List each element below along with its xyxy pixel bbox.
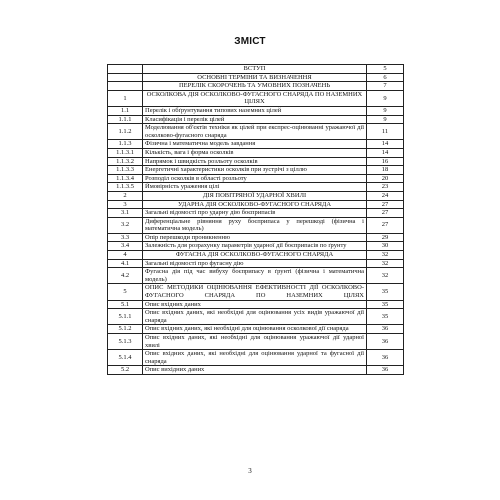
toc-section-number: 1.1.1 bbox=[108, 115, 143, 124]
toc-row bbox=[108, 233, 404, 242]
toc-section-number: 4.1 bbox=[108, 259, 143, 268]
toc-row bbox=[108, 124, 404, 140]
toc-row bbox=[108, 217, 404, 233]
toc-section-number: 1.1.3 bbox=[108, 140, 143, 149]
toc-section-title: Загальні відомості про фугасну дію bbox=[143, 259, 367, 268]
toc-row bbox=[108, 251, 404, 260]
toc-row bbox=[108, 242, 404, 251]
toc-section-title: Фугасна дія під час вибуху боєприпасу в ґрунті (фізична і математична модель) bbox=[143, 268, 367, 284]
toc-page-number: 9 bbox=[367, 115, 404, 124]
toc-row bbox=[108, 334, 404, 350]
toc-page-number: 36 bbox=[367, 334, 404, 350]
toc-row bbox=[108, 148, 404, 157]
page-number: 3 bbox=[248, 467, 252, 475]
table-of-contents bbox=[107, 64, 404, 375]
toc-page-number: 29 bbox=[367, 233, 404, 242]
toc-section-number: 5.1.4 bbox=[108, 350, 143, 366]
toc-page-number: 23 bbox=[367, 183, 404, 192]
toc-section-title: Опис вхідних даних, які необхідні для оцінювання уражаючої дії ударної хвилі bbox=[143, 334, 367, 350]
toc-page-number: 30 bbox=[367, 242, 404, 251]
toc-page-number: 27 bbox=[367, 200, 404, 209]
toc-page-number: 36 bbox=[367, 350, 404, 366]
toc-row bbox=[108, 350, 404, 366]
toc-row bbox=[108, 90, 404, 106]
toc-page-number: 36 bbox=[367, 366, 404, 375]
toc-section-number bbox=[108, 82, 143, 91]
toc-section-title: Розподіл осколків в області розльоту bbox=[143, 174, 367, 183]
toc-section-number: 3.1 bbox=[108, 209, 143, 218]
toc-section-title: Опис вхідних даних bbox=[143, 300, 367, 309]
toc-section-title: Залежність для розрахунку параметрів ударної дії боєприпасів по ґрунту bbox=[143, 242, 367, 251]
toc-section-number: 4.2 bbox=[108, 268, 143, 284]
toc-row bbox=[108, 200, 404, 209]
toc-section-title: Класифікація і перелік цілей bbox=[143, 115, 367, 124]
toc-section-title: Опис вхідних даних, які необхідні для оцінювання осколкової дії снаряда bbox=[143, 325, 367, 334]
toc-page-number: 35 bbox=[367, 309, 404, 325]
toc-section-title: ВСТУП bbox=[143, 65, 367, 74]
toc-page-number: 35 bbox=[367, 300, 404, 309]
toc-section-number: 3.4 bbox=[108, 242, 143, 251]
toc-page-number: 32 bbox=[367, 259, 404, 268]
toc-page-number: 24 bbox=[367, 191, 404, 200]
toc-section-number: 1.1.3.2 bbox=[108, 157, 143, 166]
toc-section-number: 1.1.3.3 bbox=[108, 166, 143, 175]
toc-section-title: ОСНОВНІ ТЕРМІНИ ТА ВИЗНАЧЕННЯ bbox=[143, 73, 367, 82]
page-title: ЗМІСТ bbox=[234, 36, 266, 47]
toc-page-number: 5 bbox=[367, 65, 404, 74]
toc-section-title: Диференціальне рівняння руху боєприпаса у перешкоді (фізична і математична модель) bbox=[143, 217, 367, 233]
toc-row bbox=[108, 174, 404, 183]
toc-section-title: Опис вихідних даних bbox=[143, 366, 367, 375]
toc-row bbox=[108, 300, 404, 309]
toc-section-title: Загальні відомості про ударну дію боєприпасів bbox=[143, 209, 367, 218]
toc-page-number: 9 bbox=[367, 90, 404, 106]
toc-page-number: 18 bbox=[367, 166, 404, 175]
toc-section-number: 5.2 bbox=[108, 366, 143, 375]
toc-page-number: 20 bbox=[367, 174, 404, 183]
toc-section-number: 1.1.3.4 bbox=[108, 174, 143, 183]
toc-section-number: 1.1.3.5 bbox=[108, 183, 143, 192]
toc-section-number bbox=[108, 73, 143, 82]
toc-section-title: Енергетичні характеристики осколків при зустрічі з ціллю bbox=[143, 166, 367, 175]
toc-page-number: 6 bbox=[367, 73, 404, 82]
toc-section-title: Моделювання об'єктів техніки як цілей при експрес-оцінюванні уражаючої дії осколково-фугасного снаряда bbox=[143, 124, 367, 140]
toc-row bbox=[108, 115, 404, 124]
toc-page-number: 16 bbox=[367, 157, 404, 166]
toc-page-number: 7 bbox=[367, 82, 404, 91]
toc-section-number: 1.1.2 bbox=[108, 124, 143, 140]
toc-section-title: Фізична і математична модель завдання bbox=[143, 140, 367, 149]
toc-page-number: 27 bbox=[367, 209, 404, 218]
toc-page-number: 14 bbox=[367, 148, 404, 157]
toc-page-number: 32 bbox=[367, 268, 404, 284]
toc-section-title: ОСКОЛКОВА ДІЯ ОСКОЛКОВО-ФУГАСНОГО СНАРЯДА ПО НАЗЕМНИХ ЦІЛЯХ bbox=[143, 90, 367, 106]
toc-row bbox=[108, 82, 404, 91]
toc-section-number bbox=[108, 65, 143, 74]
toc-section-number: 3.2 bbox=[108, 217, 143, 233]
toc-row bbox=[108, 268, 404, 284]
toc-section-number: 4 bbox=[108, 251, 143, 260]
toc-row bbox=[108, 191, 404, 200]
toc-section-title: Опис вхідних даних, які необхідні для оцінювання усіх видів уражаючої дії снаряда bbox=[143, 309, 367, 325]
toc-section-number: 5.1.3 bbox=[108, 334, 143, 350]
toc-section-title: ОПИС МЕТОДИКИ ОЦІНЮВАННЯ ЕФЕКТИВНОСТІ ДІЇ ОСКОЛКОВО-ФУГАСНОГО СНАРЯДА ПО НАЗЕМНИХ ЦІЛЯХ bbox=[143, 284, 367, 300]
toc-section-number: 5.1 bbox=[108, 300, 143, 309]
toc-row bbox=[108, 157, 404, 166]
toc-row bbox=[108, 366, 404, 375]
toc-section-title: Напрямок і швидкість розльоту осколків bbox=[143, 157, 367, 166]
toc-row bbox=[108, 309, 404, 325]
toc-section-title: ДІЯ ПОВІТРЯНОЇ УДАРНОЇ ХВИЛІ bbox=[143, 191, 367, 200]
toc-row bbox=[108, 140, 404, 149]
toc-row bbox=[108, 73, 404, 82]
toc-page-number: 32 bbox=[367, 251, 404, 260]
toc-page-number: 36 bbox=[367, 325, 404, 334]
toc-section-number: 5.1.1 bbox=[108, 309, 143, 325]
toc-page-number: 14 bbox=[367, 140, 404, 149]
toc-section-title: Кількість, вага і форма осколків bbox=[143, 148, 367, 157]
toc-row bbox=[108, 65, 404, 74]
toc-row bbox=[108, 209, 404, 218]
toc-row bbox=[108, 106, 404, 115]
toc-page-number: 35 bbox=[367, 284, 404, 300]
toc-page-number: 9 bbox=[367, 106, 404, 115]
toc-section-title: Ймовірність ураження цілі bbox=[143, 183, 367, 192]
toc-row bbox=[108, 166, 404, 175]
toc-section-title: ФУГАСНА ДІЯ ОСКОЛКОВО-ФУГАСНОГО СНАРЯДА bbox=[143, 251, 367, 260]
toc-row bbox=[108, 183, 404, 192]
toc-section-title: УДАРНА ДІЯ ОСКОЛКОВО-ФУГАСНОГО СНАРЯДА bbox=[143, 200, 367, 209]
toc-section-number: 3 bbox=[108, 200, 143, 209]
toc-section-number: 5 bbox=[108, 284, 143, 300]
toc-row bbox=[108, 325, 404, 334]
toc-page-number: 11 bbox=[367, 124, 404, 140]
toc-page-number: 27 bbox=[367, 217, 404, 233]
toc-section-title: Опис вхідних даних, які необхідні для оцінювання ударної та фугасної дії снаряда bbox=[143, 350, 367, 366]
toc-section-number: 1 bbox=[108, 90, 143, 106]
toc-row bbox=[108, 284, 404, 300]
toc-section-title: Опір перешкоди проникненню bbox=[143, 233, 367, 242]
toc-section-number: 3.3 bbox=[108, 233, 143, 242]
toc-section-number: 2 bbox=[108, 191, 143, 200]
toc-row bbox=[108, 259, 404, 268]
toc-section-number: 1.1.3.1 bbox=[108, 148, 143, 157]
toc-section-title: Перелік і обґрунтування типових наземних цілей bbox=[143, 106, 367, 115]
toc-section-number: 5.1.2 bbox=[108, 325, 143, 334]
toc-section-title: ПЕРЕЛІК СКОРОЧЕНЬ ТА УМОВНИХ ПОЗНАЧЕНЬ bbox=[143, 82, 367, 91]
toc-section-number: 1.1 bbox=[108, 106, 143, 115]
